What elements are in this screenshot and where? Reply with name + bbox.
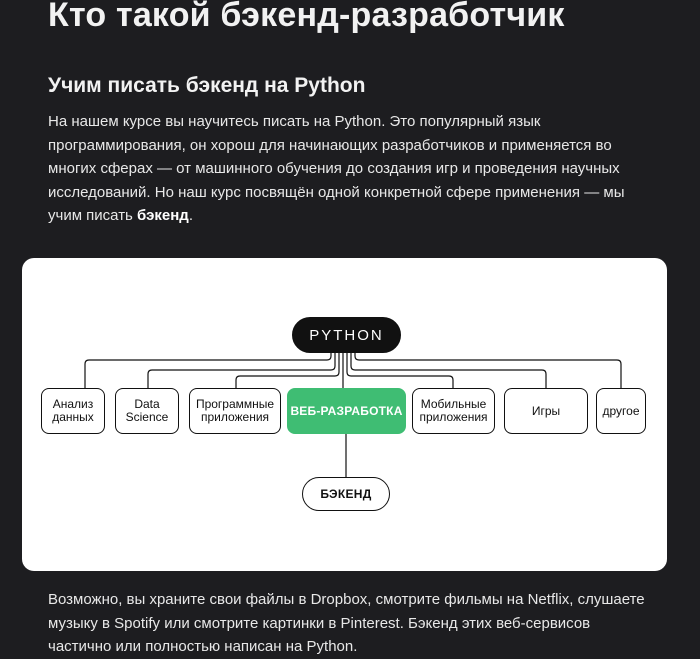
- python-applications-diagram: [22, 258, 667, 571]
- node-other: другое: [596, 388, 646, 434]
- node-web-development: ВЕБ-РАЗРАБОТКА: [287, 388, 406, 434]
- page-title: Кто такой бэкенд-разработчик: [48, 0, 565, 34]
- backend-node: БЭКЕНД: [302, 477, 390, 511]
- intro-bold-word: бэкенд: [137, 207, 189, 224]
- node-data-analysis: Анализ данных: [41, 388, 105, 434]
- outro-paragraph: Возможно, вы храните свои файлы в Dropbox, смотрите фильмы на Netflix, слушаете музыку в Spotify или смотрите картинки в Pinterest. Бэкенд этих веб-сервисов частично или полностью написан на Python.: [48, 591, 645, 655]
- connector-games: [351, 352, 546, 388]
- python-node: PYTHON: [292, 317, 401, 353]
- node-mobile-apps: Мобильные приложения: [412, 388, 495, 434]
- node-games: Игры: [504, 388, 588, 434]
- node-software-apps: Программные приложения: [189, 388, 281, 434]
- intro-end: .: [188, 207, 194, 224]
- intro-paragraph: [48, 110, 648, 228]
- connector-datascience: [148, 352, 335, 388]
- section-title: Учим писать бэкенд на Python: [48, 74, 366, 97]
- intro-text: На нашем курсе вы научитесь писать на Python. Это популярный язык программирования, он хорош для начинающих разработчиков и применяется во многих сферах — от машинного обучения до создания игр и проведения научных исследований. Но наш курс посвящён одной конкретной сфере применения — мы учим писать: [48, 113, 625, 224]
- node-data-science: Data Science: [115, 388, 179, 434]
